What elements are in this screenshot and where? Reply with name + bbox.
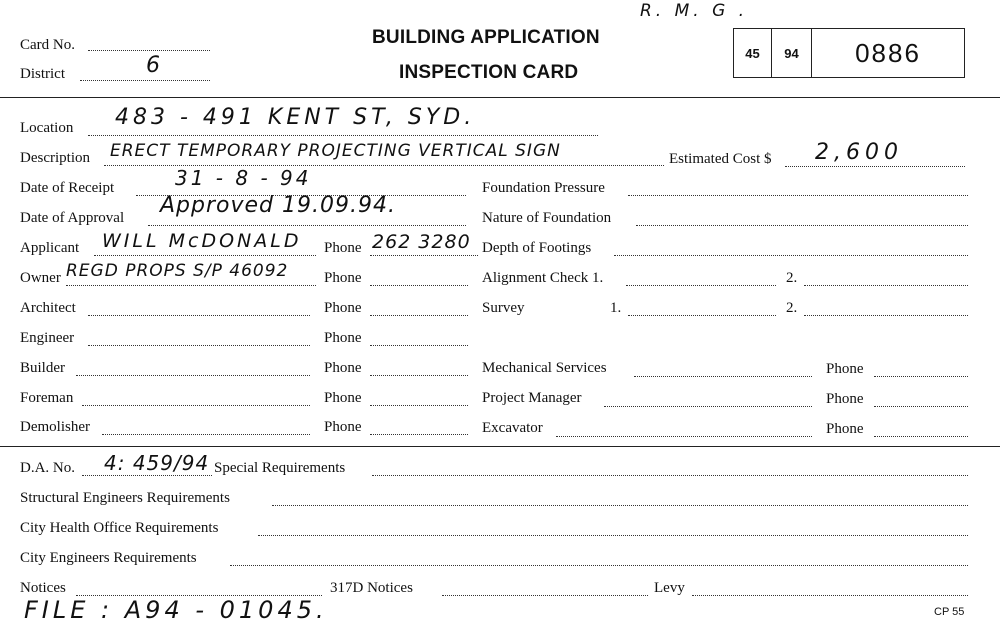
survey-2-label: 2. xyxy=(786,300,798,316)
initials-annotation: R. M. G . xyxy=(640,1,749,21)
applicant-phone-value: 262 3280 xyxy=(372,231,471,253)
applicant-phone-leader xyxy=(370,255,478,256)
district-leader xyxy=(80,80,210,81)
form-code: CP 55 xyxy=(934,606,965,618)
engineer-phone-leader xyxy=(370,345,468,346)
special-requirements-label: Special Requirements xyxy=(214,460,346,476)
alignment-2-label: 2. xyxy=(786,270,798,286)
mechanical-label: Mechanical Services xyxy=(482,360,607,376)
mechanical-phone-label: Phone xyxy=(826,361,864,377)
date-approval-value: Approved 19.09.94. xyxy=(160,193,396,218)
structural-label: Structural Engineers Requirements xyxy=(20,490,230,506)
foreman-leader xyxy=(82,405,310,406)
da-no-leader xyxy=(82,475,212,476)
owner-phone-leader xyxy=(370,285,468,286)
architect-phone-label: Phone xyxy=(324,300,362,316)
box-cell-1: 45 xyxy=(745,45,760,61)
builder-leader xyxy=(76,375,310,376)
estimated-cost-leader xyxy=(785,166,965,167)
depth-footings-leader xyxy=(614,255,968,256)
card-no-leader xyxy=(88,50,210,51)
da-no-value: 4: 459/94 xyxy=(104,451,210,475)
project-manager-label: Project Manager xyxy=(482,390,582,406)
alignment-2-leader xyxy=(804,285,968,286)
demolisher-phone-label: Phone xyxy=(324,419,362,435)
excavator-leader xyxy=(556,436,812,437)
excavator-label: Excavator xyxy=(482,420,543,436)
title-line2: INSPECTION CARD xyxy=(399,62,579,83)
project-manager-phone-leader xyxy=(874,406,968,407)
location-leader xyxy=(88,135,598,136)
builder-phone-label: Phone xyxy=(324,360,362,376)
notices-label: Notices xyxy=(20,580,66,596)
foreman-phone-label: Phone xyxy=(324,390,362,406)
da-no-label: D.A. No. xyxy=(20,460,75,476)
section-rule xyxy=(0,446,1000,447)
district-value: 6 xyxy=(146,53,162,78)
nature-foundation-leader xyxy=(636,225,968,226)
builder-phone-leader xyxy=(370,375,468,376)
foreman-label: Foreman xyxy=(20,390,74,406)
mechanical-leader xyxy=(634,376,812,377)
notices-317d-label: 317D Notices xyxy=(330,580,413,596)
city-health-label: City Health Office Requirements xyxy=(20,520,219,536)
foundation-pressure-label: Foundation Pressure xyxy=(482,180,605,196)
date-approval-leader xyxy=(148,225,466,226)
levy-label: Levy xyxy=(654,580,685,596)
engineer-phone-label: Phone xyxy=(324,330,362,346)
engineer-leader xyxy=(88,345,310,346)
engineer-label: Engineer xyxy=(20,330,75,346)
applicant-leader xyxy=(94,255,316,256)
applicant-label: Applicant xyxy=(20,240,80,256)
location-label: Location xyxy=(20,120,74,136)
box-cell-2: 94 xyxy=(784,45,799,61)
description-value: ERECT TEMPORARY PROJECTING VERTICAL SIGN xyxy=(110,141,561,161)
description-label: Description xyxy=(20,150,90,166)
city-engineers-label: City Engineers Requirements xyxy=(20,550,197,566)
date-approval-label: Date of Approval xyxy=(20,210,125,226)
demolisher-label: Demolisher xyxy=(20,419,90,435)
survey-1-leader xyxy=(628,315,776,316)
foreman-phone-leader xyxy=(370,405,468,406)
file-annotation: FILE : A94 - 01045. xyxy=(24,596,328,624)
date-receipt-value: 31 - 8 - 94 xyxy=(175,166,312,190)
notices-317d-leader xyxy=(442,595,648,596)
city-health-leader xyxy=(258,535,968,536)
architect-leader xyxy=(88,315,310,316)
special-requirements-leader xyxy=(372,475,968,476)
estimated-cost-label: Estimated Cost $ xyxy=(669,151,772,167)
survey-label: Survey xyxy=(482,300,525,316)
applicant-value: WILL McDONALD xyxy=(102,230,302,252)
title-line1: BUILDING APPLICATION xyxy=(372,27,600,48)
demolisher-phone-leader xyxy=(370,434,468,435)
box-number: 0886 xyxy=(855,37,921,68)
depth-footings-label: Depth of Footings xyxy=(482,240,592,256)
mechanical-phone-leader xyxy=(874,376,968,377)
alignment-check-label: Alignment Check 1. xyxy=(482,270,604,286)
project-manager-phone-label: Phone xyxy=(826,391,864,407)
city-engineers-leader xyxy=(230,565,968,566)
project-manager-leader xyxy=(604,406,812,407)
card-no-label: Card No. xyxy=(20,37,75,53)
foundation-pressure-leader xyxy=(628,195,968,196)
structural-leader xyxy=(272,505,968,506)
architect-phone-leader xyxy=(370,315,468,316)
card-number-box xyxy=(733,28,965,78)
owner-value: REGD PROPS S/P 46092 xyxy=(66,261,289,281)
owner-label: Owner xyxy=(20,270,61,286)
architect-label: Architect xyxy=(20,300,76,316)
excavator-phone-label: Phone xyxy=(826,421,864,437)
alignment-1-leader xyxy=(626,285,776,286)
owner-leader xyxy=(66,285,316,286)
applicant-phone-label: Phone xyxy=(324,240,362,256)
survey-1-label: 1. xyxy=(610,300,622,316)
levy-leader xyxy=(692,595,968,596)
date-receipt-label: Date of Receipt xyxy=(20,180,115,196)
builder-label: Builder xyxy=(20,360,65,376)
excavator-phone-leader xyxy=(874,436,968,437)
estimated-cost-value: 2,600 xyxy=(815,140,903,165)
survey-2-leader xyxy=(804,315,968,316)
location-value: 483 - 491 KENT ST, SYD. xyxy=(115,105,476,130)
owner-phone-label: Phone xyxy=(324,270,362,286)
header-rule xyxy=(0,97,1000,98)
demolisher-leader xyxy=(102,434,310,435)
district-label: District xyxy=(20,66,65,82)
nature-foundation-label: Nature of Foundation xyxy=(482,210,612,226)
